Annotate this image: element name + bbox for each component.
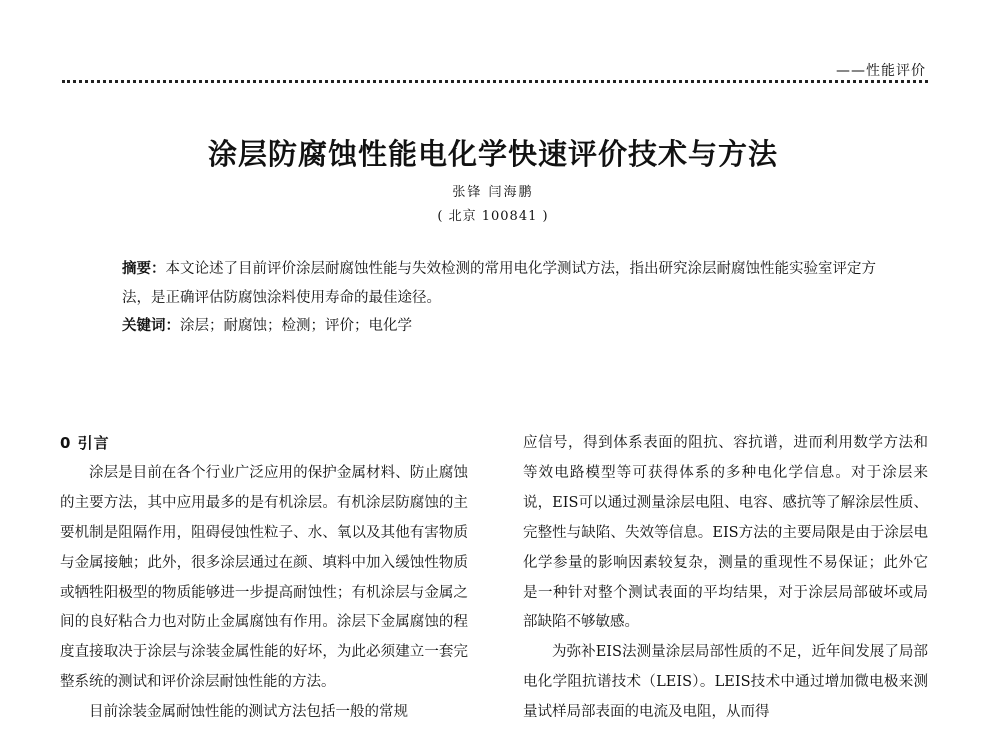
paragraph: 目前涂装金属耐蚀性能的测试方法包括一般的常规: [89, 704, 408, 721]
abstract-label: 摘要：: [122, 261, 166, 277]
running-header: ——性能评价: [836, 63, 926, 79]
section-heading: 0 引言: [60, 434, 110, 452]
affiliation: ( 北京 100841 ): [437, 209, 549, 224]
paragraph: 为弥补EIS法测量涂层局部性质的不足，近年间发展了局部电化学阻抗谱技术（LEIS）。LEIS技术中通过增加微电极来测量试样局部表面的电流及电阻，从而得: [523, 644, 928, 721]
paragraph: 应信号，得到体系表面的阻抗、容抗谱，进而利用数学方法和等效电路模型等可获得体系的多种电化学信息。对于涂层来说，EIS可以通过测量涂层电阻、电容、感抗等了解涂层性质、完整性与缺陷、失效等信息。EIS方法的主要局限是由于涂层电化学参量的影响因素较复杂，测量的重现性不易保证；此外它是一种针对整个测试表面的平均结果，对于涂层局部破坏或局部缺陷不够敏感。: [523, 435, 928, 631]
keywords-label: 关键词：: [122, 318, 180, 334]
left-column: [60, 429, 468, 728]
keywords-text: 涂层；耐腐蚀；检测；评价；电化学: [180, 318, 412, 334]
right-column: [523, 429, 928, 728]
authors: 张锋 闫海鹏: [452, 185, 534, 200]
keywords: [122, 316, 882, 336]
header-divider: [62, 80, 928, 83]
abstract-text: 本文论述了目前评价涂层耐腐蚀性能与失效检测的常用电化学测试方法，指出研究涂层耐腐蚀性能实验室评定方法，是正确评估防腐蚀涂料使用寿命的最佳途径。: [122, 261, 876, 306]
paragraph: 涂层是目前在各个行业广泛应用的保护金属材料、防止腐蚀的主要方法，其中应用最多的是有机涂层。有机涂层防腐蚀的主要机制是阻隔作用，阻碍侵蚀性粒子、水、氧以及其他有害物质与金属接触；此外，很多涂层通过在颜、填料中加入缓蚀性物质或牺牲阳极型的物质能够进一步提高耐蚀性；有机涂层与金属之间的良好粘合力也对防止金属腐蚀有作用。涂层下金属腐蚀的程度直接取决于涂层与涂装金属性能的好坏，为此必须建立一套完整系统的测试和评价涂层耐蚀性能的方法。: [60, 464, 468, 691]
abstract: [122, 255, 882, 313]
paper-title: 涂层防腐蚀性能电化学快速评价技术与方法: [207, 137, 778, 171]
